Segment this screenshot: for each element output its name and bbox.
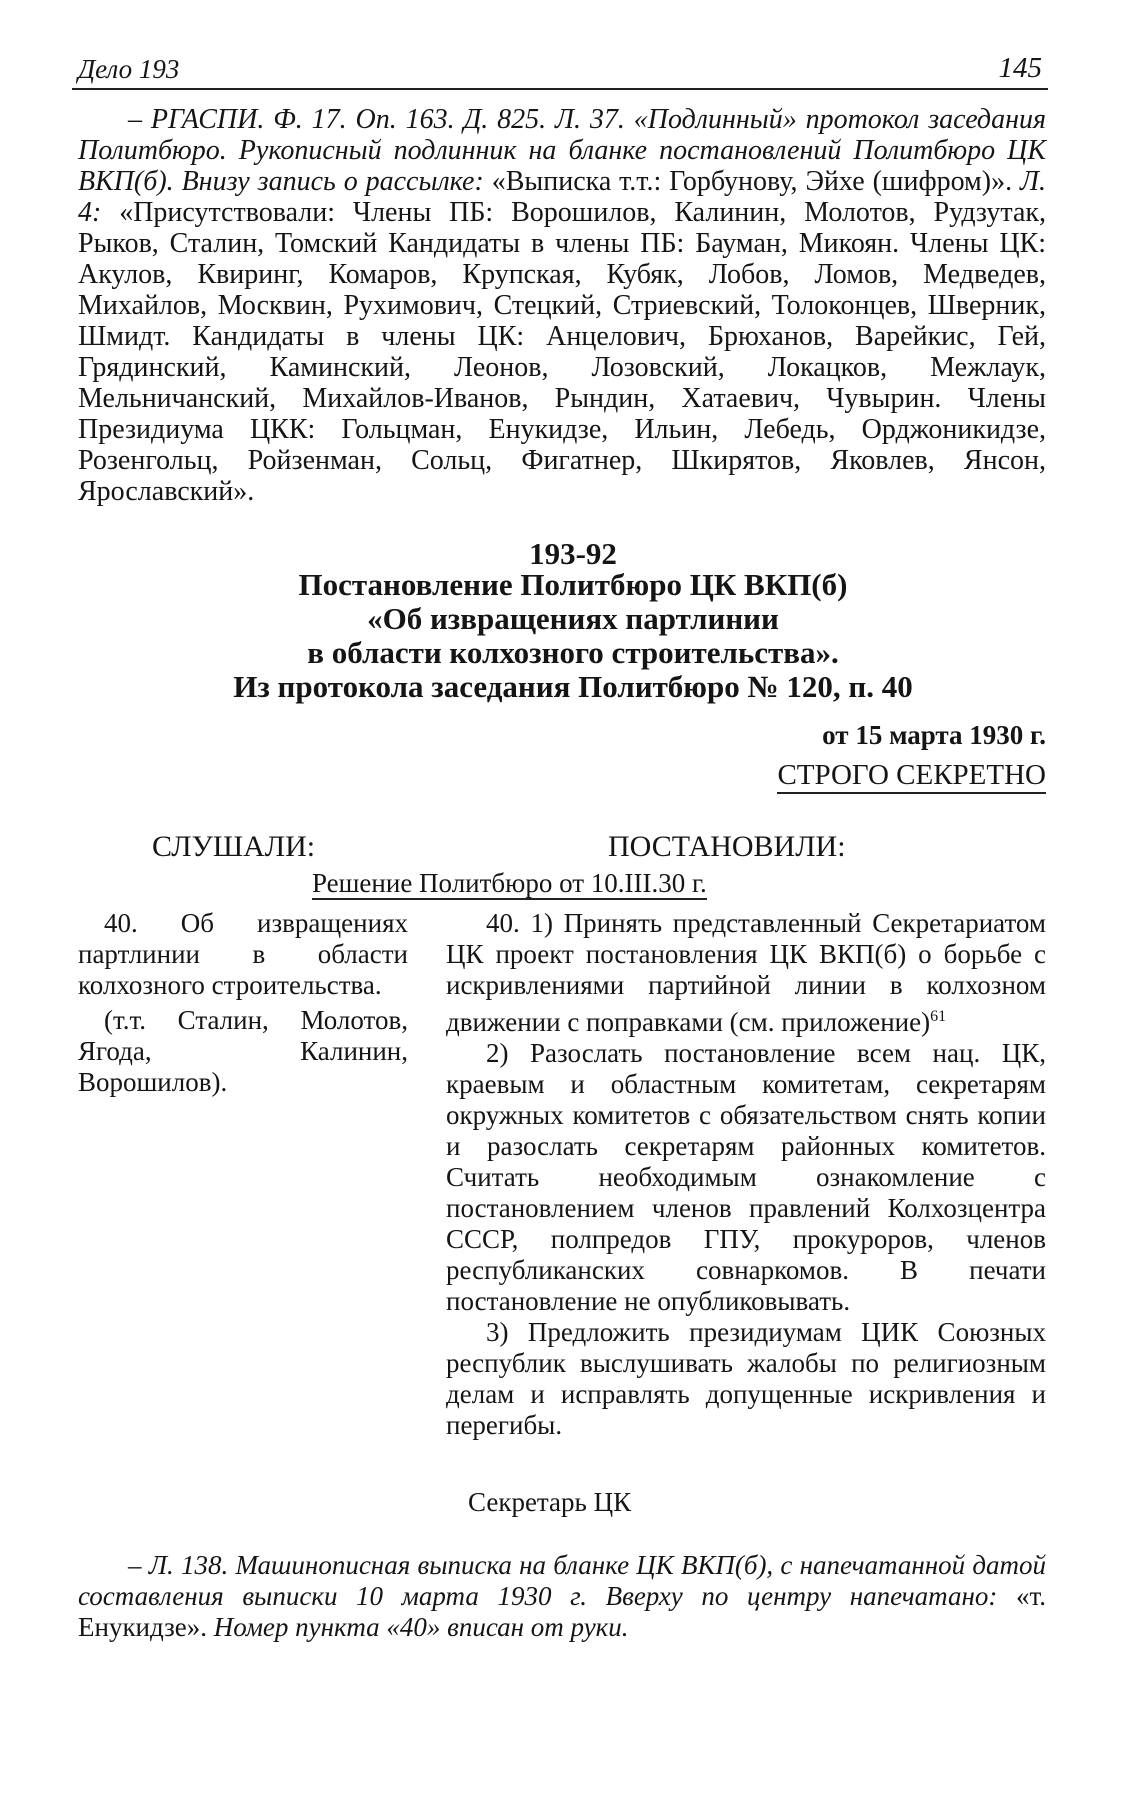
case-label: Дело 193 (78, 54, 180, 84)
title-line-2: «Об извращениях партлинии (367, 601, 779, 636)
page-header (72, 48, 1048, 90)
footer-source-note (78, 1550, 1046, 1643)
document-date: от 15 марта 1930 г. (822, 720, 1046, 750)
source-lead: – РГАСПИ. Ф. 17. Оп. 163. Д. 825. Л. 37. «Подлинный» протокол заседания Политбюро. Рукописный подлинник на бланке постановлений Политбюро ЦК ВКП(б). Внизу запись о рассылке: (78, 104, 1046, 197)
resolution-point-3: 3) Предложить президиумам ЦИК Союзных республик выслушивать жалобы по религиозным делам и исправлять допущенные искривления и перегибы. (446, 1317, 1046, 1440)
agenda-item: 40. Об извращениях партлинии в области колхозного строительства. (78, 908, 408, 1000)
speakers-list: (т.т. Сталин, Молотов, Ягода, Калинин, Ворошилов). (78, 1005, 408, 1097)
page-number: 145 (998, 52, 1042, 84)
footer-italic-lead: – Л. 138. Машинописная выписка на бланке ЦК ВКП(б), с напечатанной датой составления выписки 10 марта 1930 г. Вверху по центру напечатано: (78, 1550, 1046, 1611)
sheet-ref: Л. 4: (78, 166, 1046, 228)
classification-label: СТРОГО СЕКРЕТНО (777, 760, 1046, 794)
resolved-column (446, 908, 1046, 1441)
footnote-marker: 61 (930, 1008, 947, 1025)
resolved-heading: ПОСТАНОВИЛИ: (608, 830, 846, 863)
heard-heading: СЛУШАЛИ: (152, 830, 316, 863)
title-line-4: Из протокола заседания Политбюро № 120, п. 40 (233, 669, 913, 704)
document-title (0, 568, 1146, 704)
document-number: 193-92 (529, 536, 617, 571)
signature-line: Секретарь ЦК (468, 1487, 632, 1517)
decision-reference: Решение Политбюро от 10.III.30 г. (312, 868, 707, 898)
resolution-point-2: 2) Разослать постановление всем нац. ЦК, краевым и областным комитетам, секретарям окружных комитетов с обязательством снять копии и разослать секретарям районных комитетов. Считать необходимым ознакомление с постановлением членов правлений Колхозцентра СССР, полпредов ГПУ, прокуроров, членов республиканских совнаркомов. В печати постановление не опубликовывать. (446, 1038, 1046, 1316)
archival-source-note (78, 104, 1046, 507)
footer-printed-text: «т. Енукидзе». (78, 1581, 1046, 1642)
mailing-note: «Выписка т.т.: Горбунову, Эйхе (шифром)». (491, 166, 1013, 197)
title-line-3: в области колхозного строительства». (307, 635, 839, 670)
footer-italic-tail: Номер пункта «40» вписан от руки. (206, 1612, 629, 1642)
heard-column (78, 908, 408, 1098)
attendance-list: «Присутствовали: Члены ПБ: Ворошилов, Калинин, Молотов, Рудзутак, Рыков, Сталин, Томский Кандидаты в члены ПБ: Бауман, Микоян. Члены ЦК: Акулов, Квиринг, Комаров, Крупская, Кубяк, Лобов, Ломов, Медведев, Михайлов, Москвин, Рухимович, Стецкий, Стриевский, Толоконцев, Шверник, Шмидт. Кандидаты в члены ЦК: Анцелович, Брюханов, Варейкис, Гей, Грядинский, Каминский, Леонов, Лозовский, Локацков, Межлаук, Мельничанский, Михайлов-Иванов, Рындин, Хатаевич, Чувырин. Члены Президиума ЦКК: Гольцман, Енукидзе, Ильин, Лебедь, Орджоникидзе, Розенгольц, Ройзенман, Сольц, Фигатнер, Шкирятов, Яковлев, Янсон, Ярославский». (78, 197, 1047, 507)
title-line-1: Постановление Политбюро ЦК ВКП(б) (298, 567, 848, 602)
resolution-point-1-text: 40. 1) Принять представленный Секретариатом ЦК проект постановления ЦК ВКП(б) о борьбе с искривлениями партийной линии в колхозном движении с поправками (см. приложение) (446, 908, 1046, 1037)
resolution-point-1 (446, 908, 1046, 1038)
